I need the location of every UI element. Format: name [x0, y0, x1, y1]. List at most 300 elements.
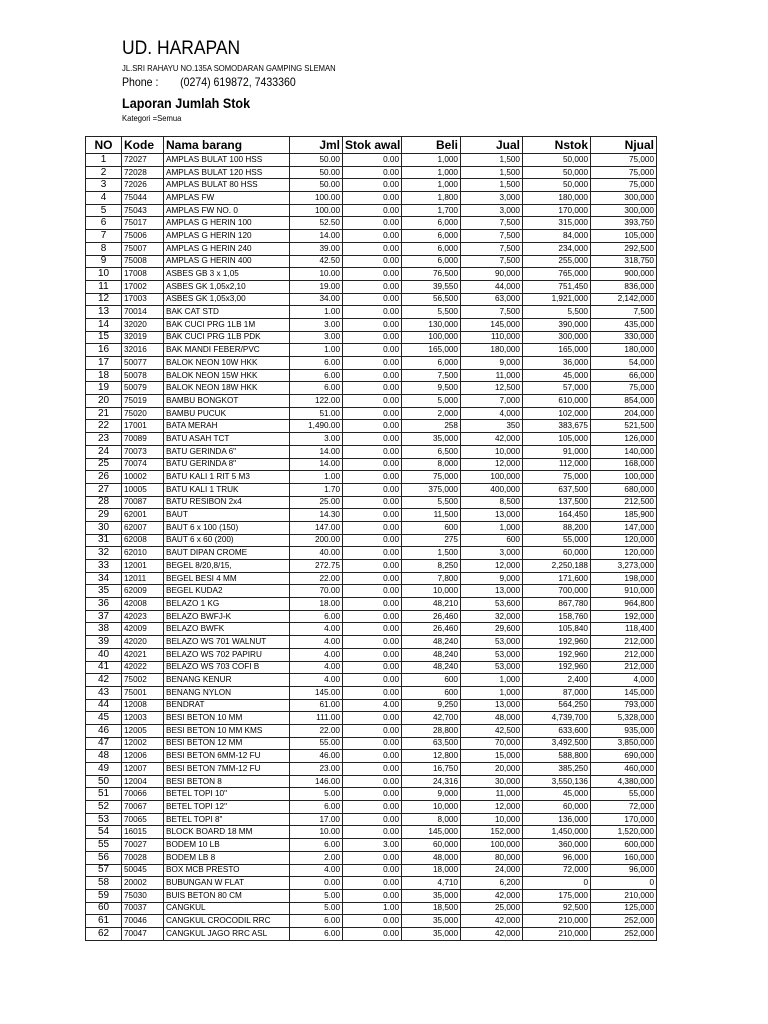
sell-value-cell: 7,500 — [591, 306, 657, 319]
sell-price-cell: 11,000 — [461, 788, 523, 801]
qty-cell: 4.00 — [290, 661, 343, 674]
item-name-cell: BELAZO WS 702 PAPIRU — [164, 648, 290, 661]
item-code-cell: 50045 — [122, 864, 164, 877]
stock-value-cell: 700,000 — [523, 585, 591, 598]
item-name-cell: BUIS BETON 80 CM — [164, 889, 290, 902]
stock-value-cell: 192,960 — [523, 636, 591, 649]
item-code-cell: 17002 — [122, 280, 164, 293]
sell-price-cell: 400,000 — [461, 483, 523, 496]
stock-value-cell: 84,000 — [523, 230, 591, 243]
stock-value-cell: 105,840 — [523, 623, 591, 636]
table-row — [86, 496, 657, 509]
sell-price-cell: 9,000 — [461, 572, 523, 585]
initial-stock-cell: 0.00 — [343, 496, 402, 509]
buy-price-cell: 5,500 — [402, 306, 461, 319]
row-no-cell: 36 — [86, 598, 122, 611]
row-no-cell: 41 — [86, 661, 122, 674]
item-code-cell: 70089 — [122, 433, 164, 446]
sell-price-cell: 1,000 — [461, 521, 523, 534]
sell-value-cell: 212,000 — [591, 648, 657, 661]
item-code-cell: 12003 — [122, 712, 164, 725]
stock-value-cell: 1,921,000 — [523, 293, 591, 306]
stock-value-cell: 50,000 — [523, 179, 591, 192]
item-code-cell: 50078 — [122, 369, 164, 382]
buy-price-cell: 60,000 — [402, 839, 461, 852]
row-no-cell: 59 — [86, 889, 122, 902]
table-row — [86, 242, 657, 255]
initial-stock-cell: 0.00 — [343, 534, 402, 547]
initial-stock-cell: 0.00 — [343, 801, 402, 814]
row-no-cell: 14 — [86, 318, 122, 331]
initial-stock-cell: 0.00 — [343, 483, 402, 496]
sell-price-cell: 1,500 — [461, 179, 523, 192]
item-name-cell: BATU KALI 1 RIT 5 M3 — [164, 471, 290, 484]
table-row — [86, 902, 657, 915]
item-code-cell: 70047 — [122, 927, 164, 940]
item-name-cell: BODEM 10 LB — [164, 839, 290, 852]
item-code-cell: 32019 — [122, 331, 164, 344]
item-code-cell: 42020 — [122, 636, 164, 649]
sell-price-cell: 13,000 — [461, 699, 523, 712]
qty-cell: 14.00 — [290, 458, 343, 471]
stock-value-cell: 5,500 — [523, 306, 591, 319]
qty-cell: 42.50 — [290, 255, 343, 268]
sell-price-cell: 29,600 — [461, 623, 523, 636]
sell-value-cell: 4,000 — [591, 674, 657, 687]
buy-price-cell: 11,500 — [402, 509, 461, 522]
buy-price-cell: 48,210 — [402, 598, 461, 611]
table-row — [86, 623, 657, 636]
row-no-cell: 50 — [86, 775, 122, 788]
item-name-cell: BATA MERAH — [164, 420, 290, 433]
stock-value-cell: 300,000 — [523, 331, 591, 344]
item-name-cell: BELAZO WS 703 COFI B — [164, 661, 290, 674]
stock-value-cell: 88,200 — [523, 521, 591, 534]
stock-value-cell: 867,780 — [523, 598, 591, 611]
stock-value-cell: 105,000 — [523, 433, 591, 446]
table-row — [86, 255, 657, 268]
table-row — [86, 395, 657, 408]
qty-cell: 6.00 — [290, 927, 343, 940]
initial-stock-cell: 1.00 — [343, 902, 402, 915]
category-filter: Kategori =Semua — [122, 113, 182, 123]
buy-price-cell: 5,500 — [402, 496, 461, 509]
item-code-cell: 70073 — [122, 445, 164, 458]
item-code-cell: 75002 — [122, 674, 164, 687]
item-name-cell: BEGEL BESI 4 MM — [164, 572, 290, 585]
item-code-cell: 70087 — [122, 496, 164, 509]
item-name-cell: CANGKUL — [164, 902, 290, 915]
item-code-cell: 70065 — [122, 813, 164, 826]
item-name-cell: BOX MCB PRESTO — [164, 864, 290, 877]
sell-price-cell: 42,000 — [461, 433, 523, 446]
initial-stock-cell: 0.00 — [343, 737, 402, 750]
sell-value-cell: 435,000 — [591, 318, 657, 331]
initial-stock-cell: 0.00 — [343, 686, 402, 699]
buy-price-cell: 12,800 — [402, 750, 461, 763]
row-no-cell: 16 — [86, 344, 122, 357]
sell-price-cell: 12,500 — [461, 382, 523, 395]
sell-price-cell: 20,000 — [461, 763, 523, 776]
stock-value-cell: 164,450 — [523, 509, 591, 522]
qty-cell: 1.70 — [290, 483, 343, 496]
sell-price-cell: 1,000 — [461, 674, 523, 687]
sell-price-cell: 7,000 — [461, 395, 523, 408]
initial-stock-cell: 0.00 — [343, 560, 402, 573]
qty-cell: 145.00 — [290, 686, 343, 699]
column-header-jual: Jual — [461, 137, 523, 154]
sell-value-cell: 0 — [591, 877, 657, 890]
buy-price-cell: 28,800 — [402, 724, 461, 737]
qty-cell: 18.00 — [290, 598, 343, 611]
table-row — [86, 699, 657, 712]
sell-value-cell: 252,000 — [591, 915, 657, 928]
sell-value-cell: 125,000 — [591, 902, 657, 915]
item-name-cell: AMPLAS G HERIN 120 — [164, 230, 290, 243]
item-name-cell: BAUT 6 x 100 (150) — [164, 521, 290, 534]
column-header-njual: Njual — [591, 137, 657, 154]
sell-price-cell: 100,000 — [461, 471, 523, 484]
stock-value-cell: 637,500 — [523, 483, 591, 496]
item-code-cell: 17001 — [122, 420, 164, 433]
initial-stock-cell: 0.00 — [343, 433, 402, 446]
item-name-cell: BAUT — [164, 509, 290, 522]
row-no-cell: 7 — [86, 230, 122, 243]
sell-value-cell: 3,850,000 — [591, 737, 657, 750]
sell-price-cell: 1,000 — [461, 686, 523, 699]
sell-value-cell: 964,800 — [591, 598, 657, 611]
initial-stock-cell: 0.00 — [343, 458, 402, 471]
buy-price-cell: 26,460 — [402, 610, 461, 623]
qty-cell: 3.00 — [290, 318, 343, 331]
row-no-cell: 22 — [86, 420, 122, 433]
initial-stock-cell: 0.00 — [343, 826, 402, 839]
qty-cell: 6.00 — [290, 357, 343, 370]
table-row — [86, 318, 657, 331]
item-code-cell: 70046 — [122, 915, 164, 928]
item-code-cell: 75017 — [122, 217, 164, 230]
item-name-cell: BAUT DIPAN CROME — [164, 547, 290, 560]
buy-price-cell: 9,000 — [402, 788, 461, 801]
initial-stock-cell: 0.00 — [343, 407, 402, 420]
sell-value-cell: 854,000 — [591, 395, 657, 408]
initial-stock-cell: 0.00 — [343, 382, 402, 395]
item-name-cell: BEGEL 8/20,8/15, — [164, 560, 290, 573]
row-no-cell: 54 — [86, 826, 122, 839]
table-row — [86, 154, 657, 167]
sell-price-cell: 110,000 — [461, 331, 523, 344]
item-code-cell: 70028 — [122, 851, 164, 864]
stock-value-cell: 234,000 — [523, 242, 591, 255]
stock-value-cell: 588,800 — [523, 750, 591, 763]
table-row — [86, 839, 657, 852]
sell-value-cell: 126,000 — [591, 433, 657, 446]
buy-price-cell: 35,000 — [402, 915, 461, 928]
row-no-cell: 42 — [86, 674, 122, 687]
stock-value-cell: 175,000 — [523, 889, 591, 902]
buy-price-cell: 18,000 — [402, 864, 461, 877]
sell-value-cell: 120,000 — [591, 534, 657, 547]
stock-value-cell: 171,600 — [523, 572, 591, 585]
sell-value-cell: 75,000 — [591, 166, 657, 179]
sell-value-cell: 521,500 — [591, 420, 657, 433]
sell-value-cell: 75,000 — [591, 179, 657, 192]
sell-price-cell: 70,000 — [461, 737, 523, 750]
sell-price-cell: 3,000 — [461, 547, 523, 560]
item-name-cell: BATU GERINDA 6" — [164, 445, 290, 458]
sell-value-cell: 393,750 — [591, 217, 657, 230]
initial-stock-cell: 0.00 — [343, 242, 402, 255]
row-no-cell: 40 — [86, 648, 122, 661]
sell-price-cell: 25,000 — [461, 902, 523, 915]
sell-price-cell: 600 — [461, 534, 523, 547]
stock-table — [85, 136, 657, 941]
table-row — [86, 357, 657, 370]
initial-stock-cell: 0.00 — [343, 293, 402, 306]
item-name-cell: BATU ASAH TCT — [164, 433, 290, 446]
initial-stock-cell: 0.00 — [343, 509, 402, 522]
initial-stock-cell: 0.00 — [343, 813, 402, 826]
sell-price-cell: 7,500 — [461, 242, 523, 255]
initial-stock-cell: 0.00 — [343, 230, 402, 243]
stock-value-cell: 50,000 — [523, 154, 591, 167]
stock-value-cell: 45,000 — [523, 369, 591, 382]
stock-value-cell: 136,000 — [523, 813, 591, 826]
row-no-cell: 35 — [86, 585, 122, 598]
column-header-no: NO — [86, 137, 122, 154]
qty-cell: 25.00 — [290, 496, 343, 509]
buy-price-cell: 16,750 — [402, 763, 461, 776]
sell-price-cell: 12,000 — [461, 560, 523, 573]
sell-price-cell: 8,500 — [461, 496, 523, 509]
initial-stock-cell: 0.00 — [343, 268, 402, 281]
item-name-cell: BESI BETON 10 MM KMS — [164, 724, 290, 737]
qty-cell: 1.00 — [290, 344, 343, 357]
qty-cell: 14.00 — [290, 445, 343, 458]
item-code-cell: 75007 — [122, 242, 164, 255]
item-name-cell: BELAZO BWFJ-K — [164, 610, 290, 623]
qty-cell: 3.00 — [290, 331, 343, 344]
buy-price-cell: 1,000 — [402, 179, 461, 192]
qty-cell: 17.00 — [290, 813, 343, 826]
stock-value-cell: 50,000 — [523, 166, 591, 179]
item-code-cell: 70037 — [122, 902, 164, 915]
sell-price-cell: 7,500 — [461, 306, 523, 319]
qty-cell: 122.00 — [290, 395, 343, 408]
buy-price-cell: 1,800 — [402, 192, 461, 205]
phone-label: Phone : — [122, 75, 159, 89]
item-code-cell: 12011 — [122, 572, 164, 585]
stock-value-cell: 3,550,136 — [523, 775, 591, 788]
stock-value-cell: 610,000 — [523, 395, 591, 408]
stock-value-cell: 383,675 — [523, 420, 591, 433]
initial-stock-cell: 0.00 — [343, 204, 402, 217]
buy-price-cell: 76,500 — [402, 268, 461, 281]
row-no-cell: 15 — [86, 331, 122, 344]
buy-price-cell: 1,500 — [402, 547, 461, 560]
item-code-cell: 42023 — [122, 610, 164, 623]
item-name-cell: BATU RESIBON 2x4 — [164, 496, 290, 509]
stock-value-cell: 2,250,188 — [523, 560, 591, 573]
item-name-cell: ASBES GK 1,05x3,00 — [164, 293, 290, 306]
item-code-cell: 75043 — [122, 204, 164, 217]
initial-stock-cell: 0.00 — [343, 598, 402, 611]
column-header-nama-barang: Nama barang — [164, 137, 290, 154]
sell-price-cell: 100,000 — [461, 839, 523, 852]
sell-value-cell: 2,142,000 — [591, 293, 657, 306]
stock-value-cell: 96,000 — [523, 851, 591, 864]
buy-price-cell: 39,550 — [402, 280, 461, 293]
sell-price-cell: 350 — [461, 420, 523, 433]
initial-stock-cell: 0.00 — [343, 877, 402, 890]
row-no-cell: 27 — [86, 483, 122, 496]
buy-price-cell: 6,000 — [402, 242, 461, 255]
column-header-jml: Jml — [290, 137, 343, 154]
row-no-cell: 29 — [86, 509, 122, 522]
table-row — [86, 813, 657, 826]
row-no-cell: 6 — [86, 217, 122, 230]
initial-stock-cell: 0.00 — [343, 255, 402, 268]
sell-value-cell: 900,000 — [591, 268, 657, 281]
sell-value-cell: 212,500 — [591, 496, 657, 509]
item-code-cell: 72028 — [122, 166, 164, 179]
stock-value-cell: 87,000 — [523, 686, 591, 699]
stock-value-cell: 72,000 — [523, 864, 591, 877]
item-code-cell: 32020 — [122, 318, 164, 331]
sell-value-cell: 690,000 — [591, 750, 657, 763]
buy-price-cell: 56,500 — [402, 293, 461, 306]
column-header-nstok: Nstok — [523, 137, 591, 154]
sell-value-cell: 185,900 — [591, 509, 657, 522]
qty-cell: 10.00 — [290, 268, 343, 281]
initial-stock-cell: 0.00 — [343, 775, 402, 788]
item-name-cell: BLOCK BOARD 18 MM — [164, 826, 290, 839]
sell-value-cell: 292,500 — [591, 242, 657, 255]
qty-cell: 6.00 — [290, 610, 343, 623]
initial-stock-cell: 0.00 — [343, 763, 402, 776]
row-no-cell: 17 — [86, 357, 122, 370]
initial-stock-cell: 0.00 — [343, 192, 402, 205]
sell-price-cell: 7,500 — [461, 230, 523, 243]
table-row — [86, 217, 657, 230]
initial-stock-cell: 0.00 — [343, 915, 402, 928]
row-no-cell: 37 — [86, 610, 122, 623]
buy-price-cell: 4,710 — [402, 877, 461, 890]
table-row — [86, 737, 657, 750]
buy-price-cell: 48,240 — [402, 648, 461, 661]
qty-cell: 1,490.00 — [290, 420, 343, 433]
item-code-cell: 75008 — [122, 255, 164, 268]
item-name-cell: AMPLAS BULAT 120 HSS — [164, 166, 290, 179]
table-row — [86, 560, 657, 573]
row-no-cell: 25 — [86, 458, 122, 471]
sell-value-cell: 120,000 — [591, 547, 657, 560]
buy-price-cell: 9,250 — [402, 699, 461, 712]
sell-price-cell: 3,000 — [461, 192, 523, 205]
item-name-cell: BELAZO BWFK — [164, 623, 290, 636]
buy-price-cell: 275 — [402, 534, 461, 547]
sell-value-cell: 55,000 — [591, 788, 657, 801]
qty-cell: 34.00 — [290, 293, 343, 306]
row-no-cell: 32 — [86, 547, 122, 560]
row-no-cell: 4 — [86, 192, 122, 205]
sell-price-cell: 42,000 — [461, 927, 523, 940]
row-no-cell: 38 — [86, 623, 122, 636]
qty-cell: 22.00 — [290, 572, 343, 585]
qty-cell: 50.00 — [290, 166, 343, 179]
item-name-cell: BENDRAT — [164, 699, 290, 712]
row-no-cell: 31 — [86, 534, 122, 547]
row-no-cell: 26 — [86, 471, 122, 484]
item-name-cell: BETEL TOPI 12" — [164, 801, 290, 814]
buy-price-cell: 6,500 — [402, 445, 461, 458]
qty-cell: 6.00 — [290, 801, 343, 814]
sell-price-cell: 10,000 — [461, 445, 523, 458]
table-row — [86, 610, 657, 623]
item-name-cell: BAK CUCI PRG 1LB 1M — [164, 318, 290, 331]
row-no-cell: 9 — [86, 255, 122, 268]
row-no-cell: 20 — [86, 395, 122, 408]
row-no-cell: 52 — [86, 801, 122, 814]
qty-cell: 40.00 — [290, 547, 343, 560]
row-no-cell: 23 — [86, 433, 122, 446]
initial-stock-cell: 3.00 — [343, 839, 402, 852]
stock-value-cell: 1,450,000 — [523, 826, 591, 839]
sell-value-cell: 4,380,000 — [591, 775, 657, 788]
table-row — [86, 585, 657, 598]
sell-value-cell: 910,000 — [591, 585, 657, 598]
row-no-cell: 11 — [86, 280, 122, 293]
phone-value: (0274) 619872, 7433360 — [180, 75, 296, 89]
sell-value-cell: 680,000 — [591, 483, 657, 496]
sell-value-cell: 330,000 — [591, 331, 657, 344]
buy-price-cell: 145,000 — [402, 826, 461, 839]
buy-price-cell: 35,000 — [402, 889, 461, 902]
qty-cell: 4.00 — [290, 864, 343, 877]
table-header-row — [86, 137, 657, 154]
initial-stock-cell: 0.00 — [343, 661, 402, 674]
qty-cell: 0.00 — [290, 877, 343, 890]
sell-price-cell: 3,000 — [461, 204, 523, 217]
stock-table-body — [86, 154, 657, 941]
buy-price-cell: 258 — [402, 420, 461, 433]
item-code-cell: 62001 — [122, 509, 164, 522]
sell-value-cell: 793,000 — [591, 699, 657, 712]
sell-value-cell: 935,000 — [591, 724, 657, 737]
qty-cell: 23.00 — [290, 763, 343, 776]
initial-stock-cell: 0.00 — [343, 572, 402, 585]
sell-price-cell: 1,500 — [461, 166, 523, 179]
sell-price-cell: 10,000 — [461, 813, 523, 826]
stock-value-cell: 192,960 — [523, 661, 591, 674]
table-row — [86, 826, 657, 839]
buy-price-cell: 7,500 — [402, 369, 461, 382]
table-row — [86, 280, 657, 293]
item-name-cell: BALOK NEON 10W HKK — [164, 357, 290, 370]
sell-price-cell: 145,000 — [461, 318, 523, 331]
table-row — [86, 788, 657, 801]
table-row — [86, 382, 657, 395]
stock-value-cell: 60,000 — [523, 547, 591, 560]
qty-cell: 5.00 — [290, 788, 343, 801]
qty-cell: 4.00 — [290, 636, 343, 649]
item-name-cell: AMPLAS G HERIN 100 — [164, 217, 290, 230]
sell-value-cell: 192,000 — [591, 610, 657, 623]
qty-cell: 50.00 — [290, 154, 343, 167]
sell-value-cell: 100,000 — [591, 471, 657, 484]
sell-value-cell: 212,000 — [591, 636, 657, 649]
qty-cell: 3.00 — [290, 433, 343, 446]
